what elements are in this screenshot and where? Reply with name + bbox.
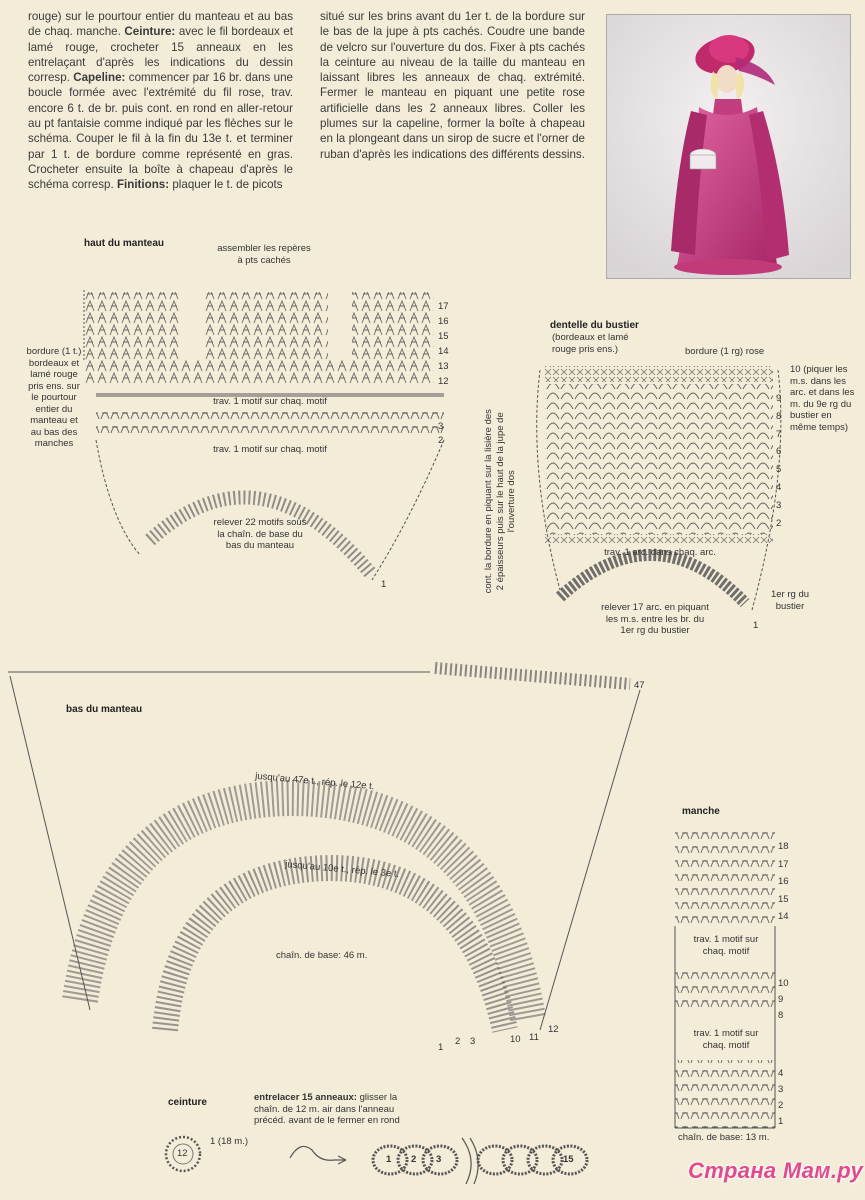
ceinture-text: avec le fil bordeaux et lamé rouge, crocheter 15 anneaux en les entrelaçant d'après les indications du dessin corresp. (28, 25, 293, 85)
bas-row-1: 1 (438, 1042, 444, 1053)
bas-du-manteau-title: bas du manteau (66, 704, 143, 715)
row-number: 7 (776, 428, 782, 440)
capeline-heading: Capeline: (73, 71, 126, 85)
trav-motif-label-2: trav. 1 motif sur chaq. motif (213, 444, 327, 455)
bordure-side-label: cont. la bordure en piquant sur la lisière des 2 épaisseurs puis sur le haut de la jupe de l'ouverture dos (482, 409, 517, 594)
row-number: 10 (778, 978, 789, 989)
bordure-manteau-label: bordure (1 t.) bordeaux et lamé rouge pris ens. sur le pourtour entier du manteau et au bas des manches (26, 346, 82, 449)
row-number: 1 (778, 1116, 784, 1127)
assembler-reperes-label: assembler les repères à pts cachés (217, 243, 311, 266)
row-number: 3 (778, 1084, 784, 1095)
row-number: 2 (778, 1100, 784, 1111)
bustier-row-1: 1 (753, 620, 759, 631)
trav-arc-label: trav. 1 arc. dans chaq. arc. (604, 547, 716, 558)
row-number: 5 (776, 464, 782, 476)
manche-rows-top (778, 838, 789, 926)
bustier-row-numbers (776, 390, 781, 532)
row-number: 2 (776, 517, 782, 529)
manche-rows-mid (778, 976, 789, 1024)
ring-label-15: 15 (563, 1154, 574, 1165)
ring-label-2: 2 (411, 1154, 417, 1165)
manche-chain-label: chaîn. de base: 13 m. (678, 1132, 770, 1143)
bordure-rose-label: bordure (1 rg) rose (685, 346, 765, 357)
bas-row-2: 2 (455, 1036, 461, 1047)
row-number: 2 (438, 435, 444, 446)
manche-rows-bot (778, 1066, 783, 1130)
row-number: 15 (438, 331, 449, 342)
row-number: 17 (438, 301, 449, 312)
bas-row-10: 10 (510, 1034, 521, 1045)
intro-text: rouge) sur le pourtour entier du manteau et au bas de chaq. manche. (28, 10, 293, 39)
row-number: 8 (776, 410, 782, 422)
row-number: 4 (776, 481, 782, 493)
row-number: 17 (778, 858, 789, 870)
manche-diagram (675, 832, 775, 1128)
bas-row-12: 12 (548, 1024, 559, 1035)
bas-row-11: 11 (529, 1032, 539, 1043)
manche-trav-label-2: trav. 1 motif sur chaq. motif (693, 1028, 759, 1051)
bustier-rg1-label: 1er rg du bustier (770, 589, 810, 612)
finitions-heading: Finitions: (116, 178, 170, 192)
manche-title: manche (682, 806, 720, 817)
bas-row-47: 47 (634, 680, 645, 691)
row-number: 13 (438, 361, 449, 372)
haut-row-1: 1 (381, 579, 387, 590)
jusqu-47-label: jusqu'au 47e t., rép. le 12e t. (254, 770, 375, 793)
bas-row-3: 3 (470, 1036, 476, 1047)
row-number: 3 (776, 499, 782, 511)
row-number: 4 (778, 1068, 784, 1079)
ring-label-1: 1 (386, 1154, 392, 1165)
row-number: 16 (438, 316, 449, 327)
ceinture-ring-label: 1 (18 m.) (210, 1136, 249, 1147)
dentelle-du-bustier-diagram (537, 366, 781, 610)
haut-row-numbers-2 (438, 420, 443, 448)
entrelacer-heading: entrelacer 15 anneaux: (254, 1092, 357, 1103)
ceinture-heading: Ceinture: (124, 25, 176, 39)
capeline-text: commencer par 16 br. dans une boucle formée avec l'extrémité du fil rose, trav. encore 6 t. de br. puis cont. en rond en aller-retour au pt fantaisie comme indiqué par les flèches sur le schéma. Couper le fil à la fin du 13e t. et terminer par 1 t. de bordure comme représenté en gras. Crocheter ensuite la boîte à chapeau d'après le schéma corresp. (28, 71, 293, 192)
manche-trav-label-1: trav. 1 motif sur chaq. motif (693, 934, 759, 957)
row-number: 16 (778, 876, 789, 887)
row-number: 12 (438, 376, 449, 387)
ceinture-title: ceinture (168, 1097, 207, 1108)
entrelacer-text (254, 1092, 400, 1127)
trav-motif-label-1: trav. 1 motif sur chaq. motif (213, 396, 327, 407)
haut-du-manteau-title: haut du manteau (84, 238, 165, 249)
chain-base-46-label: chaîn. de base: 46 m. (276, 950, 368, 961)
finitions-continued-text: situé sur les brins avant du 1er t. de la bordure sur le bas de la jupe à pts cachés. Coudre une bande de velcro sur l'ouverture du dos. Fixer à pts cachés la ceinture au niveau de la taille du manteau en laissant libres les anneaux de chaq. extrémité. Fermer le manteau en piquant une petite rose artificielle dans les 2 anneaux libres. Coller les plumes sur la capeline, former la boîte à chapeau en la plongeant dans un sirop de sucre et l'orner de ruban d'après les indications des différents dessins. (320, 10, 585, 161)
ring-label-3: 3 (436, 1154, 442, 1165)
row-number: 6 (776, 446, 782, 458)
row-number: 9 (778, 994, 784, 1005)
ceinture-ring-num: 12 (177, 1148, 188, 1159)
site-watermark: Страна Мам.ру (688, 1158, 863, 1183)
bustier-row10-note: 10 (piquer les m.s. dans les arc. et dans les m. du 9e rg du bustier en même temps) (790, 364, 855, 433)
row-number: 14 (438, 346, 449, 357)
finitions-text: plaquer le t. de picots (172, 178, 283, 192)
row-number: 15 (778, 893, 789, 905)
haut-row-numbers (438, 299, 449, 389)
bustier-subtitle: (bordeaux et lamé rouge pris ens.) (552, 332, 629, 355)
relever-17-arc-label: relever 17 arc. en piquant les m.s. entre les br. du 1er rg du bustier (601, 602, 709, 636)
jusqu-10-label: jusqu'au 10e t., rép. le 3e t. (284, 859, 400, 880)
row-number: 18 (778, 841, 789, 852)
entrelacer-body: glisser la chaîn. de 12 m. air dans l'anneau précéd. avant de le fermer en rond (254, 1092, 400, 1126)
row-number: 8 (778, 1010, 784, 1021)
row-number: 14 (778, 911, 789, 922)
bas-du-manteau-diagram (8, 668, 640, 1030)
row-number: 9 (776, 393, 782, 404)
bustier-title: dentelle du bustier (550, 320, 639, 331)
row-number: 3 (438, 421, 444, 432)
relever-22-motifs-label: relever 22 motifs sous la chaîn. de base du bas du manteau (213, 517, 307, 551)
